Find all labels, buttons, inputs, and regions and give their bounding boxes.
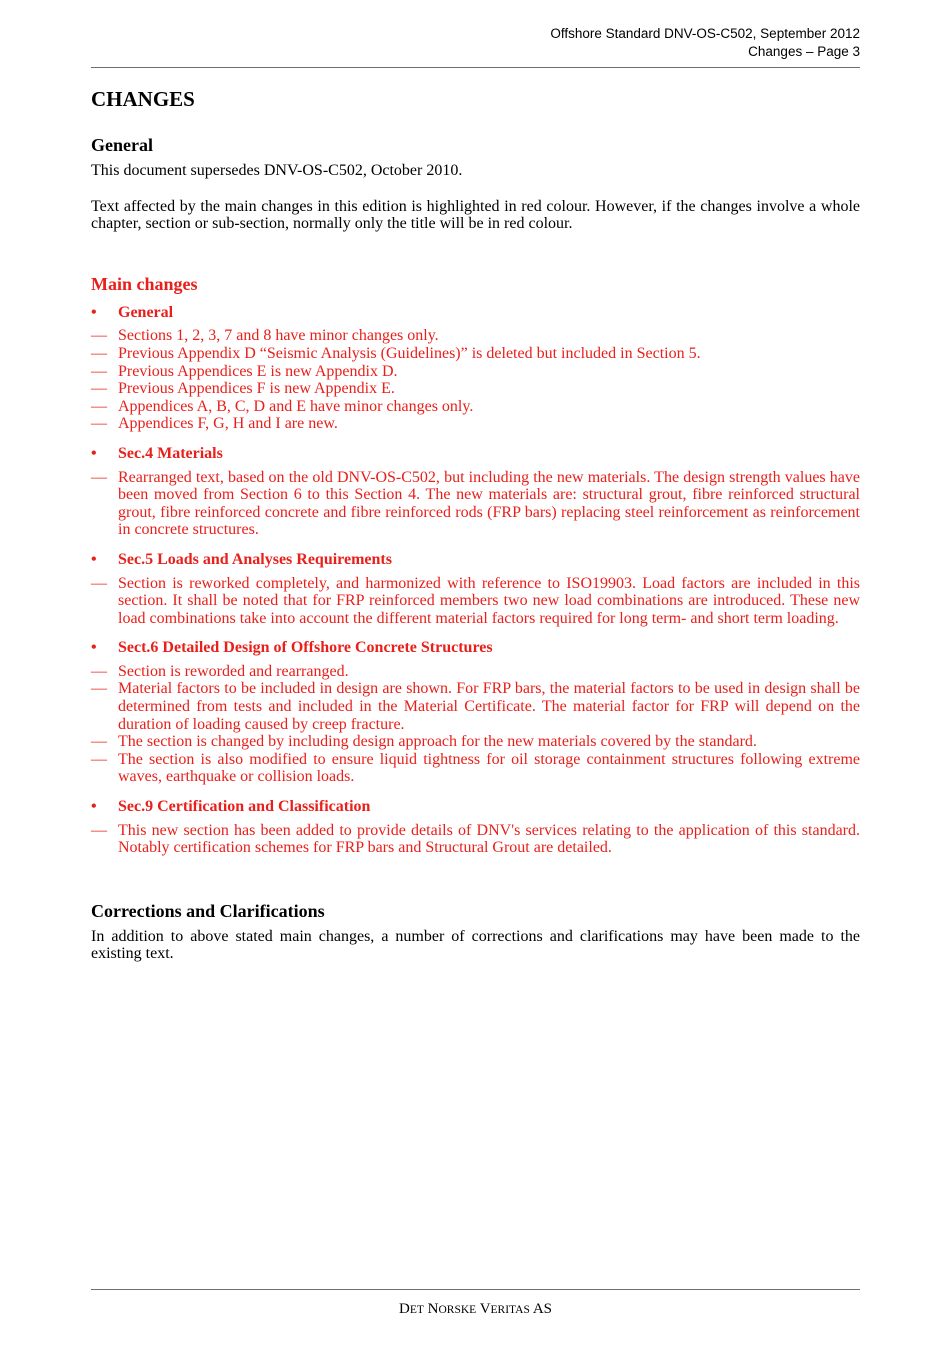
change-group-heading xyxy=(91,551,860,569)
change-item xyxy=(91,345,860,363)
change-item xyxy=(91,363,860,381)
change-item-text: This new section has been added to provide details of DNV's services relating to the application of this standard. Notably certification schemes for FRP bars and Structural Grout are detailed. xyxy=(118,821,860,857)
dash-marker: — xyxy=(91,821,107,839)
corrections-paragraph: In addition to above stated main changes, a number of corrections and clarifications may have been made to the existing text. xyxy=(91,927,860,963)
dash-marker: — xyxy=(91,750,107,768)
change-item xyxy=(91,575,860,628)
change-item xyxy=(91,751,860,786)
page-footer xyxy=(91,1301,860,1318)
change-group-title: Sec.4 Materials xyxy=(118,444,223,462)
change-item xyxy=(91,680,860,733)
change-item xyxy=(91,398,860,416)
header-rule xyxy=(91,67,860,68)
change-item xyxy=(91,415,860,433)
change-item xyxy=(91,733,860,751)
footer-v: V xyxy=(479,1301,491,1317)
change-item-text: Appendices F, G, H and I are new. xyxy=(118,415,338,433)
dash-marker: — xyxy=(91,680,107,698)
corrections-heading: Corrections and Clarifications xyxy=(91,900,325,921)
document-page xyxy=(91,0,860,1345)
change-item-text: Previous Appendix D “Seismic Analysis (Guidelines)” is deleted but included in Section 5. xyxy=(118,344,701,362)
change-item-text: Material factors to be included in design are shown. For FRP bars, the material factors to be used in design shall be determined from tests and included in the Material Certificate. The material factor for FRP will depend on the duration of loading caused by creep fracture. xyxy=(118,680,860,733)
change-group-heading xyxy=(91,639,860,657)
change-group-title: Sec.5 Loads and Analyses Requirements xyxy=(118,550,392,568)
change-item-list xyxy=(91,469,860,539)
change-item xyxy=(91,469,860,539)
change-item-text: Section is reworded and rearranged. xyxy=(118,662,349,680)
change-item-list xyxy=(91,822,860,857)
footer-d: D xyxy=(399,1301,410,1317)
page-title: CHANGES xyxy=(91,87,195,111)
change-group-title: General xyxy=(118,303,174,321)
general-heading: General xyxy=(91,135,153,155)
bullet-marker: • xyxy=(91,444,97,462)
header-standard-line: Offshore Standard DNV-OS-C502, September 2012 xyxy=(550,26,860,41)
footer-as: AS xyxy=(532,1301,552,1317)
page-content xyxy=(91,134,860,963)
change-item-text: The section is also modified to ensure liquid tightness for oil storage containment structures following extreme waves, earthquake or collision loads. xyxy=(118,750,860,786)
dash-marker: — xyxy=(91,327,107,345)
dash-marker: — xyxy=(91,344,107,362)
change-item xyxy=(91,380,860,398)
dash-marker: — xyxy=(91,662,107,680)
change-group-heading xyxy=(91,798,860,816)
general-paragraph-1: This document supersedes DNV-OS-C502, October 2010. xyxy=(91,162,463,179)
change-group-heading xyxy=(91,445,860,463)
header-page-line: Changes – Page 3 xyxy=(748,44,860,59)
change-item xyxy=(91,822,860,857)
footer-orske: ORSKE xyxy=(438,1304,477,1316)
change-item-list xyxy=(91,663,860,786)
dash-marker: — xyxy=(91,415,107,433)
dash-marker: — xyxy=(91,362,107,380)
dash-marker: — xyxy=(91,397,107,415)
dash-marker: — xyxy=(91,574,107,592)
dash-marker: — xyxy=(91,733,107,751)
page-header xyxy=(550,25,860,61)
footer-n: N xyxy=(427,1301,439,1317)
bullet-marker: • xyxy=(91,639,97,657)
dash-marker: — xyxy=(91,380,107,398)
main-changes-heading: Main changes xyxy=(91,273,198,294)
change-item-text: Rearranged text, based on the old DNV-OS-C502, but including the new materials. The design strength values have been moved from Section 6 to this Section 4. The new materials are: structural grout, fibre reinforced structural grout, fibre reinforced concrete and fibre reinforced rods (FRP bars) replacing steel reinforcement as reinforcement in concrete structures. xyxy=(118,468,860,539)
footer-et: ET xyxy=(409,1304,424,1316)
general-paragraph-2: Text affected by the main changes in this edition is highlighted in red colour. However, if the changes involve a whole chapter, section or sub-section, normally only the title will be in red colour. xyxy=(91,197,860,233)
change-item-text: Appendices A, B, C, D and E have minor changes only. xyxy=(118,397,474,415)
dash-marker: — xyxy=(91,468,107,486)
footer-eritas: ERITAS xyxy=(490,1304,530,1316)
change-item-text: Section is reworked completely, and harmonized with reference to ISO19903. Load factors are included in this section. It shall be noted that for FRP reinforced members two new load combinations are introduced. These new load combinations take into account the different material factors required for long term- and short term loading. xyxy=(118,574,860,627)
bullet-marker: • xyxy=(91,798,97,816)
change-item-text: Previous Appendices E is new Appendix D. xyxy=(118,362,398,380)
change-item-list xyxy=(91,327,860,433)
change-group-heading xyxy=(91,304,860,322)
change-item xyxy=(91,327,860,345)
change-item-text: The section is changed by including design approach for the new materials covered by the standard. xyxy=(118,733,757,751)
change-group-title: Sect.6 Detailed Design of Offshore Concrete Structures xyxy=(118,639,493,657)
change-item-text: Previous Appendices F is new Appendix E. xyxy=(118,380,395,398)
bullet-marker: • xyxy=(91,303,97,321)
bullet-marker: • xyxy=(91,550,97,568)
change-item-list xyxy=(91,575,860,628)
main-changes-list xyxy=(91,304,860,857)
change-item xyxy=(91,663,860,681)
change-item-text: Sections 1, 2, 3, 7 and 8 have minor changes only. xyxy=(118,327,439,345)
footer-rule xyxy=(91,1289,860,1290)
change-group-title: Sec.9 Certification and Classification xyxy=(118,798,371,816)
